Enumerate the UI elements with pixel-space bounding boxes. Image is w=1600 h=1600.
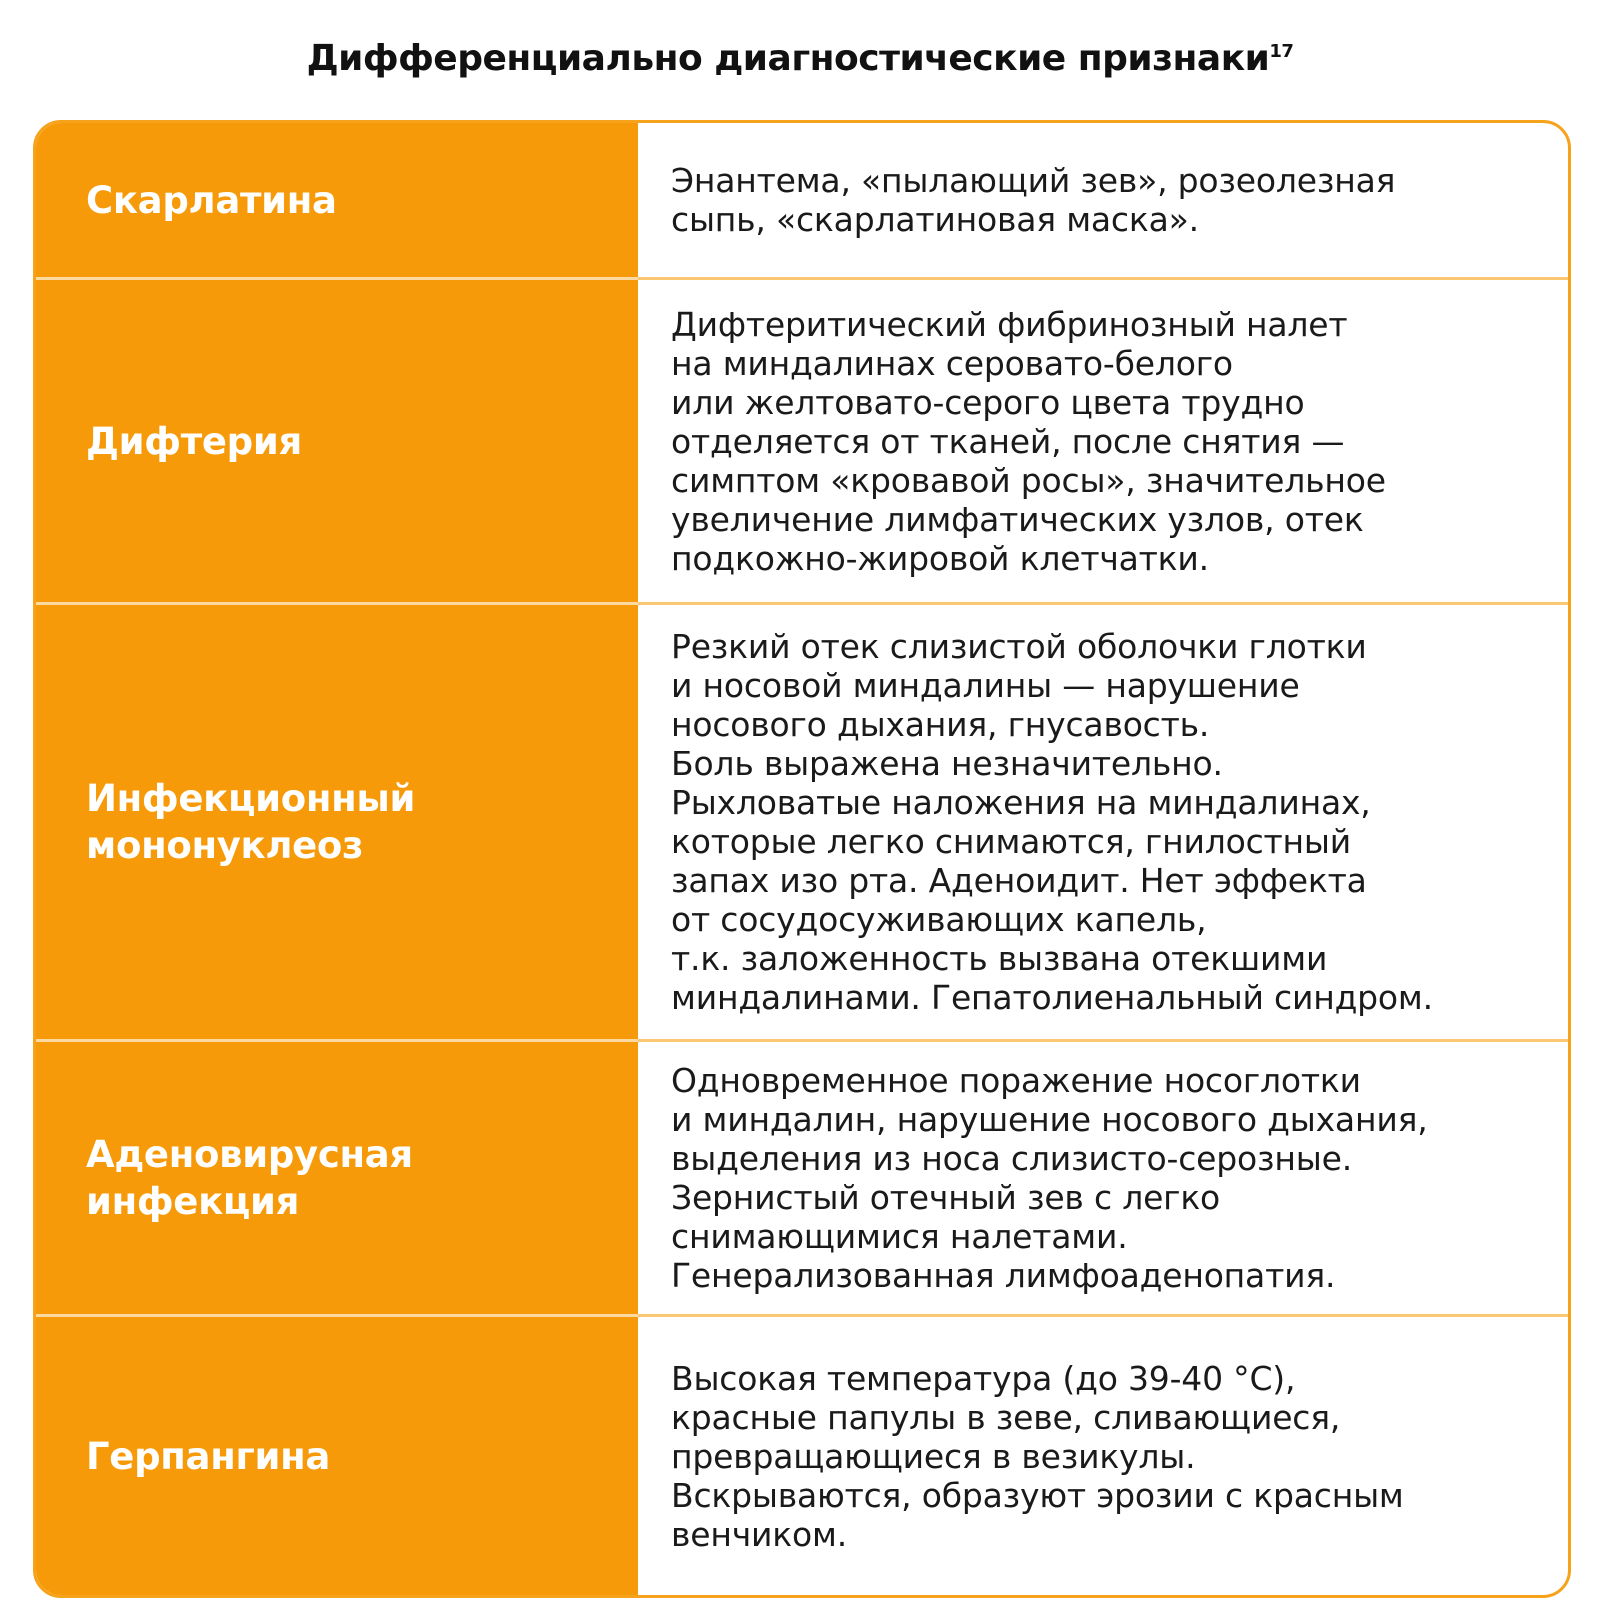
- title-footnote: 17: [1269, 41, 1294, 62]
- disease-name: Инфекционный мононуклеоз: [86, 777, 416, 867]
- signs-cell: [638, 280, 1568, 602]
- signs-cell: [638, 1317, 1568, 1595]
- signs-text: Резкий отек слизистой оболочки глотки и носовой миндалины — нарушение носового дыхания, гнусавость. Боль выражена незначительно. Рыхловатые наложения на миндалинах, которые легко снимаются, гнилостный запах изо рта. Аденоидит. Нет эффекта от сосудосуживающих капель, т.к. заложенность вызвана отекшими миндалинами. Гепатолиенальный синдром.: [671, 627, 1433, 1017]
- signs-text: Энантема, «пылающий зев», розеолезная сыпь, «скарлатиновая маска».: [671, 161, 1396, 239]
- table-row: [36, 123, 1568, 277]
- page-title: [0, 38, 1600, 79]
- disease-name: Аденовирусная инфекция: [86, 1133, 413, 1223]
- disease-name: Герпангина: [86, 1434, 331, 1478]
- table-row: [36, 280, 1568, 602]
- signs-cell: [638, 123, 1568, 277]
- diagnostic-table: [33, 120, 1571, 1598]
- disease-name: Скарлатина: [86, 178, 337, 222]
- disease-cell: [36, 1042, 638, 1314]
- table-row: [36, 1317, 1568, 1595]
- disease-name: Дифтерия: [86, 419, 302, 463]
- signs-text: Одновременное поражение носоглотки и миндалин, нарушение носового дыхания, выделения из носа слизисто-серозные. Зернистый отечный зев с легко снимающимися налетами. Генерализованная лимфоаденопатия.: [671, 1061, 1428, 1295]
- table-row: [36, 605, 1568, 1039]
- table-row: [36, 1042, 1568, 1314]
- disease-cell: [36, 280, 638, 602]
- disease-cell: [36, 1317, 638, 1595]
- signs-text: Дифтеритический фибринозный налет на миндалинах серовато-белого или желтовато-серого цвета трудно отделяется от тканей, после снятия — симптом «кровавой росы», значительное увеличение лимфатических узлов, отек подкожно-жировой клетчатки.: [671, 304, 1386, 578]
- signs-cell: [638, 605, 1568, 1039]
- signs-text: Высокая температура (до 39-40 °С), красные папулы в зеве, сливающиеся, превращающиеся в везикулы. Вскрываются, образуют эрозии с красным венчиком.: [671, 1358, 1404, 1554]
- title-text: Дифференциально диагностические признаки: [306, 38, 1270, 79]
- disease-cell: [36, 605, 638, 1039]
- signs-cell: [638, 1042, 1568, 1314]
- disease-cell: [36, 123, 638, 277]
